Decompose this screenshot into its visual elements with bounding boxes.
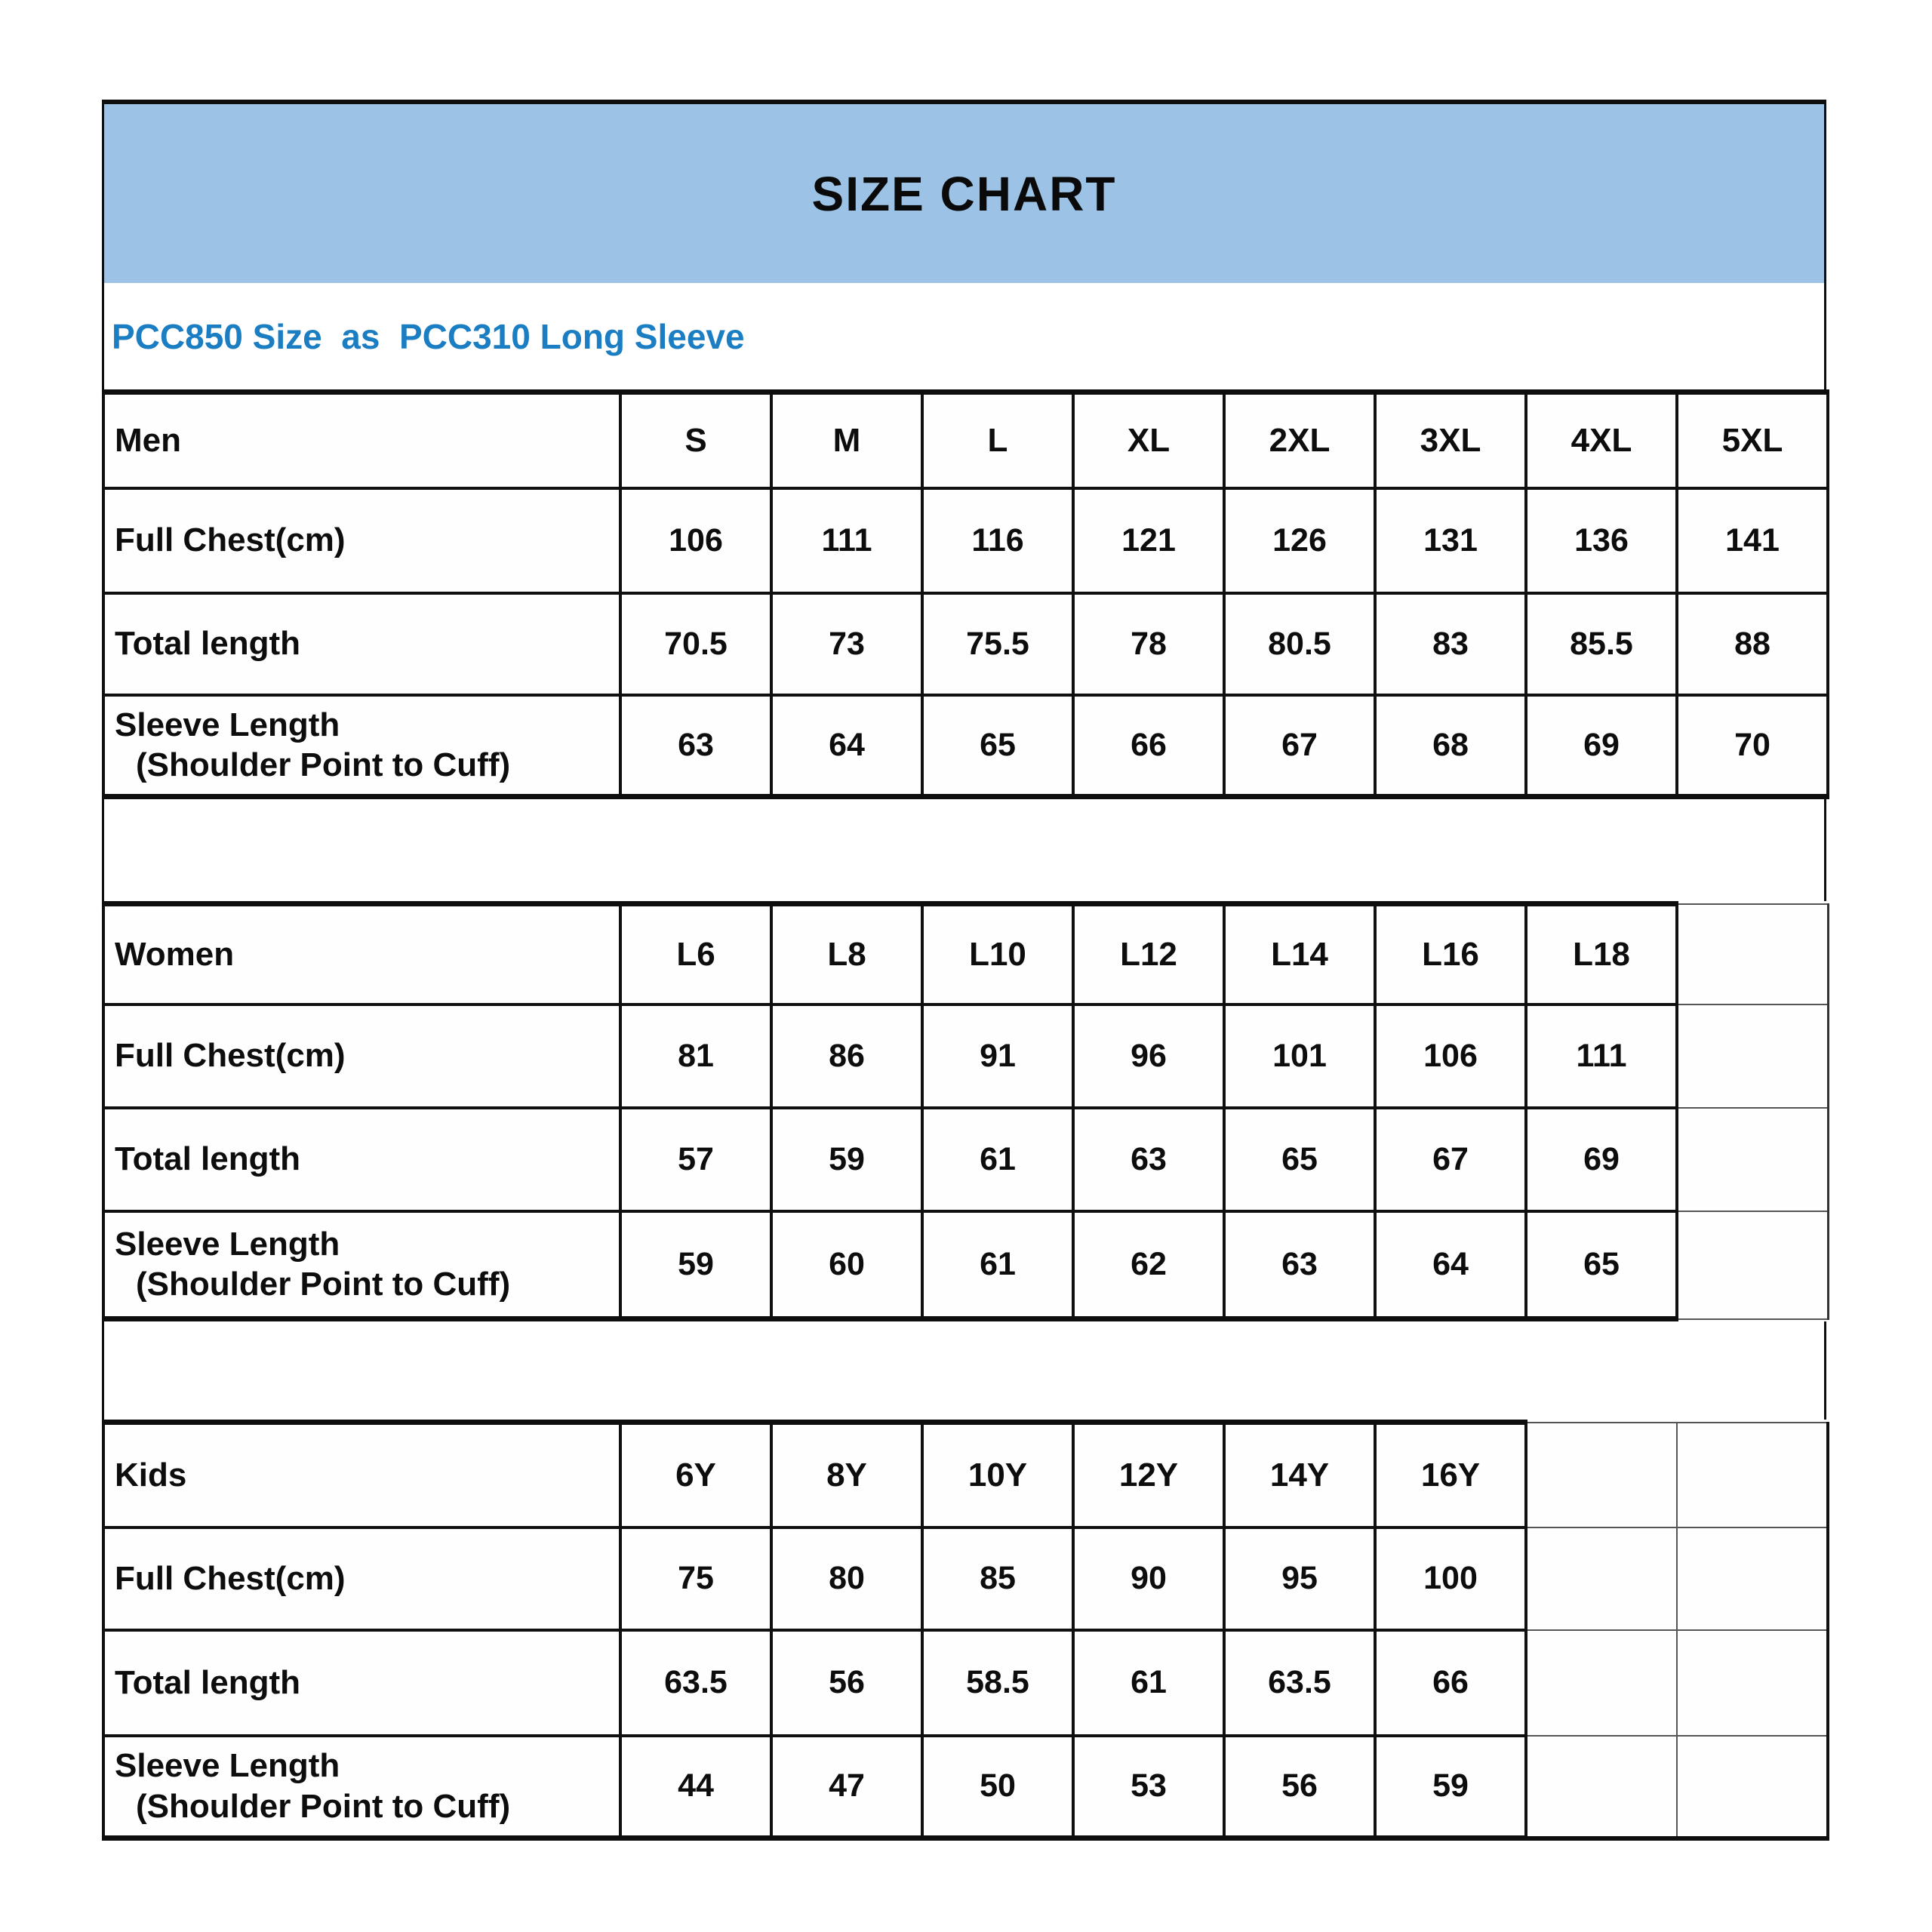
value-cell: 61 xyxy=(922,1211,1073,1319)
value-cell: 80 xyxy=(771,1527,922,1630)
value-cell: 61 xyxy=(1073,1630,1224,1736)
men-header-row xyxy=(103,392,1828,488)
value-cell: 131 xyxy=(1375,488,1526,593)
value-cell: 141 xyxy=(1677,488,1828,593)
women-size-header: L14 xyxy=(1224,904,1375,1004)
sleeve-label-line2: (Shoulder Point to Cuff) xyxy=(136,1266,511,1303)
men-size-header: 3XL xyxy=(1375,392,1526,488)
men-size-header: 5XL xyxy=(1677,392,1828,488)
value-cell: 63.5 xyxy=(1224,1630,1375,1736)
value-cell: 111 xyxy=(1526,1004,1677,1108)
kids-size-header: 14Y xyxy=(1224,1423,1375,1527)
value-cell: 67 xyxy=(1375,1108,1526,1211)
value-cell: 83 xyxy=(1375,593,1526,695)
women-size-header: L8 xyxy=(771,904,922,1004)
empty-cell xyxy=(1677,1108,1828,1211)
value-cell: 91 xyxy=(922,1004,1073,1108)
value-cell: 60 xyxy=(771,1211,922,1319)
value-cell: 78 xyxy=(1073,593,1224,695)
value-cell: 69 xyxy=(1526,1108,1677,1211)
spacer-row xyxy=(102,799,1826,901)
kids-header-row xyxy=(103,1423,1828,1527)
row-label: Total length xyxy=(103,1630,620,1736)
value-cell: 59 xyxy=(620,1211,771,1319)
page-title: SIZE CHART xyxy=(811,166,1117,221)
row-label: Full Chest(cm) xyxy=(103,488,620,593)
women-size-header: L12 xyxy=(1073,904,1224,1004)
men-table xyxy=(102,389,1829,799)
value-cell: 81 xyxy=(620,1004,771,1108)
value-cell: 68 xyxy=(1375,695,1526,797)
size-chart-content xyxy=(102,100,1826,1841)
women-header-row xyxy=(103,904,1828,1004)
empty-cell xyxy=(1526,1423,1677,1527)
value-cell: 53 xyxy=(1073,1736,1224,1838)
women-size-header: L10 xyxy=(922,904,1073,1004)
value-cell: 136 xyxy=(1526,488,1677,593)
value-cell: 63 xyxy=(1224,1211,1375,1319)
empty-cell xyxy=(1677,1630,1828,1736)
value-cell: 64 xyxy=(1375,1211,1526,1319)
value-cell: 63.5 xyxy=(620,1630,771,1736)
row-label: Total length xyxy=(103,1108,620,1211)
value-cell: 69 xyxy=(1526,695,1677,797)
empty-cell xyxy=(1526,1736,1677,1838)
value-cell: 121 xyxy=(1073,488,1224,593)
kids-size-header: 16Y xyxy=(1375,1423,1526,1527)
value-cell: 65 xyxy=(1526,1211,1677,1319)
sleeve-label-line1: Sleeve Length xyxy=(115,1747,340,1785)
value-cell: 126 xyxy=(1224,488,1375,593)
kids-full-chest-row xyxy=(103,1527,1828,1630)
row-label: Total length xyxy=(103,593,620,695)
value-cell: 47 xyxy=(771,1736,922,1838)
row-label xyxy=(103,695,620,797)
women-size-header: L6 xyxy=(620,904,771,1004)
value-cell: 85.5 xyxy=(1526,593,1677,695)
women-total-length-row xyxy=(103,1108,1828,1211)
value-cell: 44 xyxy=(620,1736,771,1838)
value-cell: 106 xyxy=(1375,1004,1526,1108)
value-cell: 111 xyxy=(771,488,922,593)
value-cell: 95 xyxy=(1224,1527,1375,1630)
value-cell: 50 xyxy=(922,1736,1073,1838)
women-table xyxy=(102,901,1829,1321)
value-cell: 73 xyxy=(771,593,922,695)
kids-size-header: 12Y xyxy=(1073,1423,1224,1527)
value-cell: 101 xyxy=(1224,1004,1375,1108)
row-label xyxy=(103,1736,620,1838)
empty-cell xyxy=(1677,1423,1828,1527)
value-cell: 70 xyxy=(1677,695,1828,797)
subtitle-text: PCC850 Size as PCC310 Long Sleeve xyxy=(112,316,745,356)
women-sleeve-row xyxy=(103,1211,1828,1319)
women-size-header: L16 xyxy=(1375,904,1526,1004)
men-sleeve-row xyxy=(103,695,1828,797)
men-total-length-row xyxy=(103,593,1828,695)
kids-size-header: 10Y xyxy=(922,1423,1073,1527)
value-cell: 75 xyxy=(620,1527,771,1630)
value-cell: 86 xyxy=(771,1004,922,1108)
kids-total-length-row xyxy=(103,1630,1828,1736)
sleeve-label-line1: Sleeve Length xyxy=(115,706,340,743)
row-label: Full Chest(cm) xyxy=(103,1004,620,1108)
subtitle-row xyxy=(102,283,1826,389)
kids-table-label: Kids xyxy=(103,1423,620,1527)
value-cell: 90 xyxy=(1073,1527,1224,1630)
value-cell: 70.5 xyxy=(620,593,771,695)
sleeve-label-line2: (Shoulder Point to Cuff) xyxy=(136,1787,511,1825)
kids-size-header: 6Y xyxy=(620,1423,771,1527)
value-cell: 63 xyxy=(1073,1108,1224,1211)
men-table-label: Men xyxy=(103,392,620,488)
value-cell: 57 xyxy=(620,1108,771,1211)
value-cell: 56 xyxy=(771,1630,922,1736)
value-cell: 63 xyxy=(620,695,771,797)
value-cell: 59 xyxy=(771,1108,922,1211)
value-cell: 85 xyxy=(922,1527,1073,1630)
empty-cell xyxy=(1677,1211,1828,1319)
men-full-chest-row xyxy=(103,488,1828,593)
value-cell: 64 xyxy=(771,695,922,797)
value-cell: 88 xyxy=(1677,593,1828,695)
kids-size-header: 8Y xyxy=(771,1423,922,1527)
value-cell: 80.5 xyxy=(1224,593,1375,695)
value-cell: 58.5 xyxy=(922,1630,1073,1736)
value-cell: 66 xyxy=(1073,695,1224,797)
women-table-label: Women xyxy=(103,904,620,1004)
empty-cell xyxy=(1526,1527,1677,1630)
value-cell: 65 xyxy=(1224,1108,1375,1211)
value-cell: 106 xyxy=(620,488,771,593)
value-cell: 62 xyxy=(1073,1211,1224,1319)
empty-cell xyxy=(1677,1004,1828,1108)
sleeve-label-line1: Sleeve Length xyxy=(115,1225,340,1263)
row-label: Full Chest(cm) xyxy=(103,1527,620,1630)
sleeve-label-line2: (Shoulder Point to Cuff) xyxy=(136,746,511,784)
value-cell: 75.5 xyxy=(922,593,1073,695)
value-cell: 100 xyxy=(1375,1527,1526,1630)
title-bar xyxy=(102,100,1826,283)
kids-sleeve-row xyxy=(103,1736,1828,1838)
value-cell: 61 xyxy=(922,1108,1073,1211)
men-size-header: L xyxy=(922,392,1073,488)
value-cell: 116 xyxy=(922,488,1073,593)
men-size-header: XL xyxy=(1073,392,1224,488)
men-size-header: S xyxy=(620,392,771,488)
empty-cell xyxy=(1677,1736,1828,1838)
women-full-chest-row xyxy=(103,1004,1828,1108)
kids-table xyxy=(102,1420,1829,1841)
women-size-header: L18 xyxy=(1526,904,1677,1004)
spacer-row xyxy=(102,1321,1826,1420)
value-cell: 96 xyxy=(1073,1004,1224,1108)
value-cell: 67 xyxy=(1224,695,1375,797)
value-cell: 66 xyxy=(1375,1630,1526,1736)
value-cell: 56 xyxy=(1224,1736,1375,1838)
empty-cell xyxy=(1677,1527,1828,1630)
men-size-header: 4XL xyxy=(1526,392,1677,488)
value-cell: 59 xyxy=(1375,1736,1526,1838)
value-cell: 65 xyxy=(922,695,1073,797)
empty-cell xyxy=(1677,904,1828,1004)
empty-cell xyxy=(1526,1630,1677,1736)
row-label xyxy=(103,1211,620,1319)
men-size-header: M xyxy=(771,392,922,488)
men-size-header: 2XL xyxy=(1224,392,1375,488)
